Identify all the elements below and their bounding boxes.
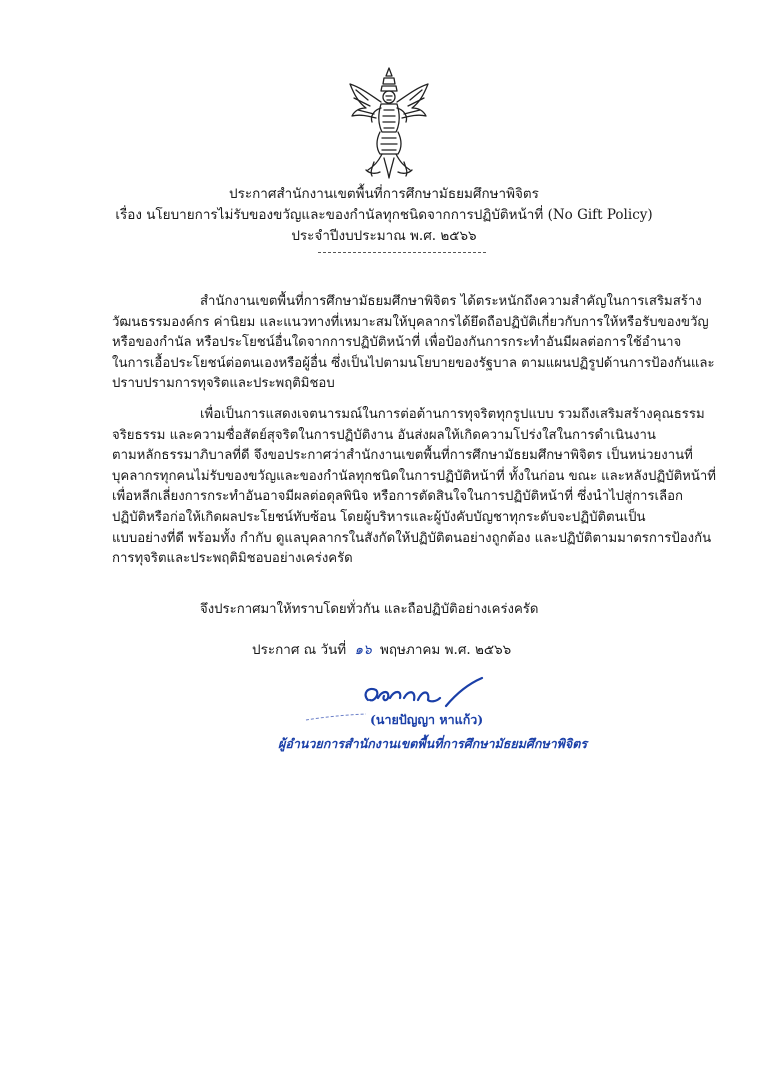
signer-title: ผู้อำนวยการสำนักงานเขตพื้นที่การศึกษามัธยมศึกษาพิจิตร (278, 736, 588, 751)
paragraph-line: จริยธรรม และความซื่อสัตย์สุจริตในการปฏิบัติงาน อันส่งผลให้เกิดความโปร่งใสในการดำเนินงาน (112, 427, 656, 443)
paragraph-line: สำนักงานเขตพื้นที่การศึกษามัธยมศึกษาพิจิตร ได้ตระหนักถึงความสำคัญในการเสริมสร้าง (200, 294, 702, 309)
paragraph-line: การทุจริตและประพฤติมิชอบอย่างเคร่งครัด (112, 551, 353, 567)
paragraph-line: ปฏิบัติหรือก่อให้เกิดผลประโยชน์ทับซ้อน โดยผู้บริหารและผู้บังคับบัญชาทุกระดับจะปฏิบัติตนเป็น (112, 509, 646, 525)
header-divider (318, 252, 486, 253)
date-month-year: พฤษภาคม พ.ศ. ๒๕๖๖ (379, 642, 512, 658)
paragraph-line: บุคลากรทุกคนไม่รับของขวัญและของกำนัลทุกชนิดในการปฏิบัติหน้าที่ ทั้งในก่อน ขณะ และหลังปฏิบัติหน้าที่ (112, 468, 716, 484)
paragraph-line: เพื่อเป็นการแสดงเจตนารมณ์ในการต่อต้านการทุจริตทุกรูปแบบ รวมถึงเสริมสร้างคุณธรรม (200, 407, 705, 422)
paragraph-line: วัฒนธรรมองค์กร ค่านิยม และแนวทางที่เหมาะสมให้บุคลากรได้ยึดถือปฏิบัติเกี่ยวกับการให้หรือรับของขวัญ (112, 314, 709, 330)
signer-name: (นายปัญญา หาแก้ว) (370, 712, 484, 727)
paragraph-line: แบบอย่างที่ดี พร้อมทั้ง กำกับ ดูแลบุคลากรในสังกัดให้ปฏิบัติตนอย่างถูกต้อง และปฏิบัติตามมาตรการป้องกัน (112, 530, 712, 546)
paragraph-line: จึงประกาศมาให้ทราบโดยทั่วกัน และถือปฏิบัติอย่างเคร่งครัด (200, 602, 539, 617)
signature-line-stroke (304, 712, 368, 722)
paragraph-line: หรือของกำนัล หรือประโยชน์อื่นใดจากการปฏิบัติหน้าที่ เพื่อป้องกันการกระทำอันมีผลต่อการใช้อำนาจ (112, 335, 682, 351)
body-paragraph-2 (112, 405, 716, 570)
date-day-handwritten: ๑๖ (354, 642, 372, 658)
announcement-heading: ประกาศสำนักงานเขตพื้นที่การศึกษามัธยมศึกษาพิจิตร (229, 186, 539, 202)
body-paragraph-3 (112, 600, 652, 621)
date-prefix: ประกาศ ณ วันที่ (252, 642, 347, 658)
paragraph-line: ปราบปรามการทุจริตและประพฤติมิชอบ (112, 376, 335, 392)
body-paragraph-1 (112, 292, 715, 395)
subject-line: เรื่อง นโยบายการไม่รับของขวัญและของกำนัลทุกชนิดจากการปฏิบัติหน้าที่ (No Gift Policy) (115, 207, 653, 223)
fiscal-year-line: ประจำปีงบประมาณ พ.ศ. ๒๕๖๖ (291, 228, 477, 244)
paragraph-line: เพื่อหลีกเลี่ยงการกระทำอันอาจมีผลต่อดุลพินิจ หรือการตัดสินใจในการปฏิบัติหน้าที่ ซึ่งนำไปสู่การเลือก (112, 489, 684, 505)
paragraph-line: ในการเอื้อประโยชน์ต่อตนเองหรือผู้อื่น ซึ่งเป็นไปตามนโยบายของรัฐบาล ตามแผนปฏิรูปด้านการป้องกันและ (112, 355, 715, 371)
announcement-date (252, 638, 511, 660)
paragraph-line: ตามหลักธรรมาภิบาลที่ดี จึงขอประกาศว่าสำนักงานเขตพื้นที่การศึกษามัธยมศึกษาพิจิตร เป็นหน่วยงานที่ (112, 448, 693, 464)
garuda-emblem-icon (348, 66, 430, 180)
